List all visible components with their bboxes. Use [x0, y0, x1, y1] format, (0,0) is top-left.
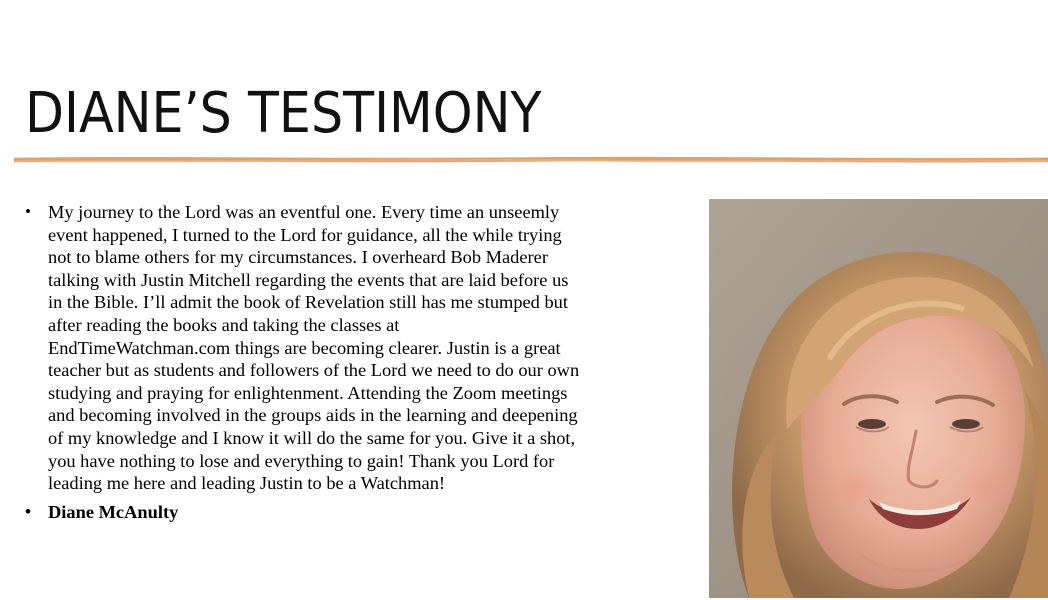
bullet-marker: •: [25, 501, 31, 521]
testimony-line: EndTimeWatchman.com things are becoming clearer. Justin is a great: [48, 337, 561, 358]
testimony-line: event happened, I turned to the Lord for guidance, all the while trying: [48, 224, 562, 245]
testimony-line: you have nothing to lose and everything to gain! Thank you Lord for: [48, 450, 555, 471]
testimony-line: of my knowledge and I know it will do the same for you. Give it a shot,: [48, 427, 576, 448]
testimony-line: not to blame others for my circumstances. I overheard Bob Maderer: [48, 247, 548, 268]
portrait-photo: [709, 199, 1048, 598]
bullet-marker: •: [25, 202, 31, 221]
testimony-list: [0, 201, 680, 523]
signature-bullet: [0, 501, 680, 524]
left-eye: [858, 419, 886, 429]
testimony-line: talking with Justin Mitchell regarding the events that are laid before us: [48, 269, 569, 290]
slide-title: DIANE’S TESTIMONY: [25, 81, 542, 146]
testimony-line: and becoming involved in the groups aids in the learning and deepening: [48, 405, 578, 426]
right-eye: [952, 419, 980, 429]
title-divider: [14, 155, 1048, 165]
portrait-illustration: [709, 199, 1048, 598]
testimony-line: in the Bible. I’ll admit the book of Revelation still has me stumped but: [48, 292, 568, 313]
testimony-line: teacher but as students and followers of the Lord we need to do our own: [48, 360, 580, 381]
testimony-bullet: [0, 201, 680, 495]
signature-name: Diane McAnulty: [48, 501, 179, 522]
testimony-line: leading me here and leading Justin to be a Watchman!: [48, 473, 446, 494]
testimony-line: studying and praying for enlightenment. Attending the Zoom meetings: [48, 382, 568, 403]
testimony-line: My journey to the Lord was an eventful one. Every time an unseemly: [48, 202, 560, 222]
testimony-line: after reading the books and taking the classes at: [48, 314, 400, 335]
